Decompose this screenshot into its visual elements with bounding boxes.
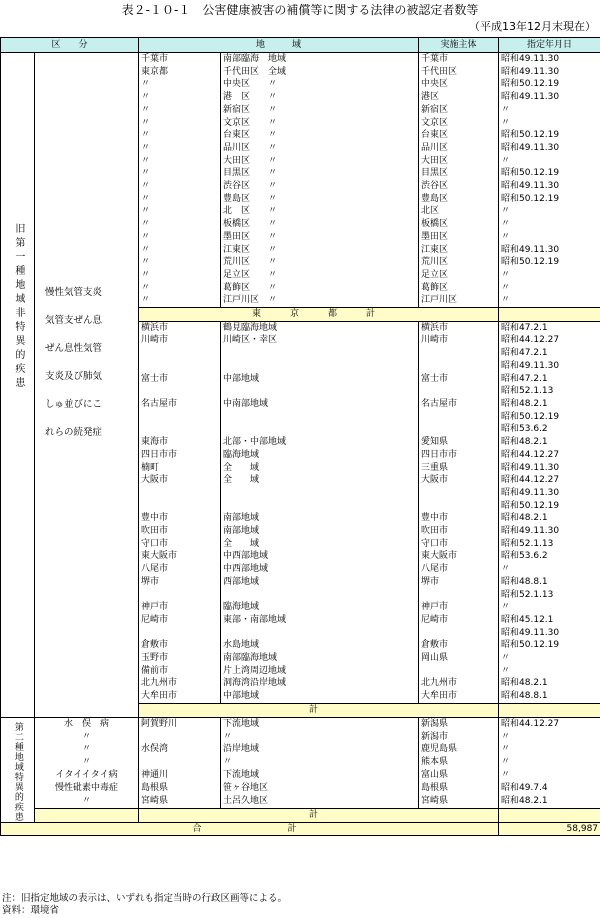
table-row <box>1 717 600 730</box>
implementer-cell <box>419 385 499 398</box>
date-cell: 昭和49.11.30 <box>499 462 600 475</box>
city-cell: 北九州市 <box>139 677 221 690</box>
area-cell: 中部地域 <box>221 373 419 386</box>
grand-total-label: 合 計 <box>1 822 499 836</box>
implementer-cell: 愛知県 <box>419 436 499 449</box>
disease-line: しゅ並びにこ <box>45 399 103 410</box>
date-cell: 〃 <box>499 652 600 665</box>
implementer-cell: 堺市 <box>419 576 499 589</box>
city-cell: 守口市 <box>139 538 221 551</box>
date-cell: 昭和53.6.2 <box>499 423 600 436</box>
implementer-cell <box>419 347 499 360</box>
area-cell: 足立区 〃 <box>221 269 419 282</box>
area-cell: 土呂久地区 <box>221 795 419 808</box>
disease-cell: 〃 <box>35 795 139 808</box>
city-cell <box>139 487 221 500</box>
date-cell: 昭和49.11.30 <box>499 53 600 66</box>
city-cell: 水俣湾 <box>139 743 221 756</box>
area-cell: 千代田区 全域 <box>221 66 419 79</box>
implementer-cell: 墨田区 <box>419 231 499 244</box>
section2-total-blank <box>35 808 139 822</box>
city-cell: 〃 <box>139 269 221 282</box>
city-cell <box>139 500 221 513</box>
date-cell: 昭和48.2.1 <box>499 795 600 808</box>
implementer-cell: 神戸市 <box>419 601 499 614</box>
table-body <box>1 53 600 836</box>
implementer-cell <box>419 627 499 640</box>
date-cell: 〃 <box>499 282 600 295</box>
implementer-cell: 吹田市 <box>419 525 499 538</box>
area-cell: 北 区 〃 <box>221 205 419 218</box>
city-cell: 楠町 <box>139 462 221 475</box>
implementer-cell: 北九州市 <box>419 677 499 690</box>
date-cell: 昭和44.12.27 <box>499 474 600 487</box>
implementer-cell: 東大阪市 <box>419 550 499 563</box>
area-cell: 港 区 〃 <box>221 91 419 104</box>
implementer-cell: 岡山県 <box>419 652 499 665</box>
date-cell: 〃 <box>499 756 600 769</box>
implementer-cell: 台東区 <box>419 129 499 142</box>
city-cell: 神戸市 <box>139 601 221 614</box>
city-cell: 〃 <box>139 142 221 155</box>
area-cell: 西部地域 <box>221 576 419 589</box>
date-cell: 昭和50.12.19 <box>499 500 600 513</box>
implementer-cell: 葛飾区 <box>419 282 499 295</box>
area-cell: 水島地域 <box>221 639 419 652</box>
implementer-cell: 渋谷区 <box>419 180 499 193</box>
date-cell: 〃 <box>499 601 600 614</box>
date-cell: 昭和49.11.30 <box>499 525 600 538</box>
area-cell: 臨海地域 <box>221 449 419 462</box>
area-cell: 江戸川区 〃 <box>221 294 419 307</box>
city-cell: 千葉市 <box>139 53 221 66</box>
area-cell: 江東区 〃 <box>221 244 419 257</box>
implementer-cell: 大田区 <box>419 155 499 168</box>
city-cell <box>139 411 221 424</box>
date-cell: 昭和49.7.4 <box>499 782 600 795</box>
tokyo-total-label: 東 京 都 計 <box>139 308 499 322</box>
city-cell <box>139 627 221 640</box>
implementer-cell: 名古屋市 <box>419 398 499 411</box>
area-cell: 中西部地域 <box>221 563 419 576</box>
city-cell: 〃 <box>139 205 221 218</box>
date-cell: 昭和47.2.1 <box>499 347 600 360</box>
date-cell: 〃 <box>499 294 600 307</box>
category-2-vertical-text: 第二種地域特異的疾患 <box>12 721 23 822</box>
disease-cell: 〃 <box>35 743 139 756</box>
disease-line: れらの続発症 <box>45 427 103 438</box>
area-cell <box>221 500 419 513</box>
city-cell: 大阪市 <box>139 474 221 487</box>
category-1-label <box>1 53 35 718</box>
city-cell: 〃 <box>139 244 221 257</box>
section1-total-blank <box>499 703 600 717</box>
date-cell: 昭和48.8.1 <box>499 690 600 703</box>
disease-line: 気管支ぜん息 <box>45 315 103 326</box>
area-cell: 〃 <box>221 756 419 769</box>
implementer-cell: 新潟市 <box>419 730 499 743</box>
implementer-cell: 三重県 <box>419 462 499 475</box>
date-cell: 昭和52.1.13 <box>499 385 600 398</box>
table-header-row <box>1 38 600 53</box>
header-implementer: 実施主体 <box>419 38 499 53</box>
implementer-cell: 江戸川区 <box>419 294 499 307</box>
area-cell: 新宿区 〃 <box>221 104 419 117</box>
table-notes <box>2 893 287 916</box>
disease-label <box>35 53 139 718</box>
date-cell: 昭和48.8.1 <box>499 576 600 589</box>
implementer-cell: 豊島区 <box>419 193 499 206</box>
area-cell <box>221 411 419 424</box>
city-cell <box>139 360 221 373</box>
implementer-cell: 八尾市 <box>419 563 499 576</box>
implementer-cell: 宮崎県 <box>419 795 499 808</box>
date-cell: 〃 <box>499 743 600 756</box>
city-cell: 東海市 <box>139 436 221 449</box>
disease-line: 慢性気管支炎 <box>45 287 103 298</box>
area-cell: 中西部地域 <box>221 550 419 563</box>
implementer-cell: 富山県 <box>419 769 499 782</box>
area-cell: 川崎区・幸区 <box>221 334 419 347</box>
area-cell: 品川区 〃 <box>221 142 419 155</box>
header-category: 区 分 <box>1 38 139 53</box>
city-cell: 横浜市 <box>139 321 221 334</box>
date-cell: 昭和47.2.1 <box>499 373 600 386</box>
area-cell: 下流地域 <box>221 769 419 782</box>
city-cell: 島根県 <box>139 782 221 795</box>
date-cell: 昭和45.12.1 <box>499 614 600 627</box>
implementer-cell: 江東区 <box>419 244 499 257</box>
city-cell <box>139 756 221 769</box>
date-cell: 〃 <box>499 563 600 576</box>
area-cell: 目黒区 〃 <box>221 167 419 180</box>
date-cell: 〃 <box>499 231 600 244</box>
tokyo-total-blank <box>499 308 600 322</box>
city-cell: 東京都 <box>139 66 221 79</box>
area-cell: 文京区 〃 <box>221 117 419 130</box>
disease-line: ぜん息性気管 <box>45 343 103 354</box>
date-cell: 昭和48.2.1 <box>499 677 600 690</box>
date-cell: 〃 <box>499 769 600 782</box>
category-1-vertical-text: 旧第一種地域非特異的疾患 <box>12 223 24 391</box>
date-cell: 昭和50.12.19 <box>499 411 600 424</box>
disease-text-block <box>35 53 138 455</box>
implementer-cell: 熊本県 <box>419 756 499 769</box>
city-cell: 宮崎県 <box>139 795 221 808</box>
implementer-cell: 川崎市 <box>419 334 499 347</box>
date-cell: 昭和52.1.13 <box>499 589 600 602</box>
area-cell: 渋谷区 〃 <box>221 180 419 193</box>
date-cell: 昭和44.12.27 <box>499 334 600 347</box>
category-2-label <box>1 717 35 822</box>
section2-total-blank2 <box>499 808 600 822</box>
area-cell: 片上湾周辺地域 <box>221 665 419 678</box>
header-area: 地 域 <box>139 38 419 53</box>
date-cell: 〃 <box>499 665 600 678</box>
table-title: 表２-１０-１ 公害健康被害の補償等に関する法律の被認定者数等 <box>121 3 479 17</box>
area-cell: 洞海湾沿岸地域 <box>221 677 419 690</box>
city-cell: 倉敷市 <box>139 639 221 652</box>
city-cell: 〃 <box>139 282 221 295</box>
implementer-cell <box>419 500 499 513</box>
table-row <box>1 730 600 743</box>
table-row <box>1 756 600 769</box>
date-cell: 昭和50.12.19 <box>499 193 600 206</box>
city-cell: 東大阪市 <box>139 550 221 563</box>
implementer-cell: 荒川区 <box>419 256 499 269</box>
implementer-cell <box>419 665 499 678</box>
implementer-cell: 足立区 <box>419 269 499 282</box>
implementer-cell <box>419 589 499 602</box>
area-cell: 東部・南部地域 <box>221 614 419 627</box>
area-cell: 下流地域 <box>221 717 419 730</box>
area-cell: 葛飾区 〃 <box>221 282 419 295</box>
area-cell: 沿岸地域 <box>221 743 419 756</box>
city-cell: 尼崎市 <box>139 614 221 627</box>
area-cell: 荒川区 〃 <box>221 256 419 269</box>
table-row <box>1 769 600 782</box>
date-cell: 昭和49.11.30 <box>499 244 600 257</box>
area-cell: 中央区 〃 <box>221 78 419 91</box>
header-designation-date: 指定年月日 <box>499 38 600 53</box>
city-cell: 〃 <box>139 218 221 231</box>
city-cell: 吹田市 <box>139 525 221 538</box>
table-row <box>1 795 600 808</box>
date-cell: 昭和44.12.27 <box>499 449 600 462</box>
city-cell: 〃 <box>139 104 221 117</box>
date-cell: 昭和49.11.30 <box>499 91 600 104</box>
implementer-cell: 富士市 <box>419 373 499 386</box>
date-cell: 昭和49.11.30 <box>499 180 600 193</box>
table-row <box>1 782 600 795</box>
city-cell: 豊中市 <box>139 512 221 525</box>
table-row <box>1 743 600 756</box>
implementer-cell: 港区 <box>419 91 499 104</box>
implementer-cell <box>419 360 499 373</box>
city-cell: 八尾市 <box>139 563 221 576</box>
city-cell: 神通川 <box>139 769 221 782</box>
date-cell: 昭和49.11.30 <box>499 487 600 500</box>
date-cell: 昭和52.1.13 <box>499 538 600 551</box>
area-cell <box>221 589 419 602</box>
city-cell: 大牟田市 <box>139 690 221 703</box>
city-cell <box>139 385 221 398</box>
table-row <box>1 53 600 66</box>
city-cell: 〃 <box>139 78 221 91</box>
area-cell: 豊島区 〃 <box>221 193 419 206</box>
note-line: 注：旧指定地域の表示は、いずれも指定当時の行政区画等による。 <box>2 893 288 904</box>
city-cell: 富士市 <box>139 373 221 386</box>
date-cell: 昭和49.11.30 <box>499 627 600 640</box>
implementer-cell: 鹿児島県 <box>419 743 499 756</box>
city-cell: 四日市市 <box>139 449 221 462</box>
area-cell: 台東区 〃 <box>221 129 419 142</box>
date-cell: 〃 <box>499 155 600 168</box>
area-cell: 全 域 <box>221 538 419 551</box>
section2-total-label: 計 <box>139 808 499 822</box>
city-cell: 備前市 <box>139 665 221 678</box>
implementer-cell: 中央区 <box>419 78 499 91</box>
area-cell <box>221 423 419 436</box>
city-cell: 〃 <box>139 155 221 168</box>
area-cell: 南部地域 <box>221 512 419 525</box>
date-cell: 〃 <box>499 104 600 117</box>
area-cell <box>221 385 419 398</box>
disease-cell: イタイイタイ病 <box>35 769 139 782</box>
area-cell <box>221 347 419 360</box>
city-cell: 〃 <box>139 256 221 269</box>
implementer-cell <box>419 487 499 500</box>
date-cell: 昭和48.2.1 <box>499 398 600 411</box>
city-cell: 〃 <box>139 91 221 104</box>
area-cell: 全 域 <box>221 474 419 487</box>
date-cell: 昭和50.12.19 <box>499 78 600 91</box>
city-cell: 〃 <box>139 129 221 142</box>
date-cell: 昭和44.12.27 <box>499 717 600 730</box>
disease-cell: 〃 <box>35 756 139 769</box>
implementer-cell: 島根県 <box>419 782 499 795</box>
city-cell: 玉野市 <box>139 652 221 665</box>
implementer-cell: 豊中市 <box>419 512 499 525</box>
area-cell: 全 域 <box>221 462 419 475</box>
city-cell: 〃 <box>139 294 221 307</box>
section2-total-row <box>1 808 600 822</box>
city-cell: 川崎市 <box>139 334 221 347</box>
date-cell: 昭和53.6.2 <box>499 550 600 563</box>
city-cell: 名古屋市 <box>139 398 221 411</box>
area-cell: 中南部地域 <box>221 398 419 411</box>
date-cell: 昭和50.12.19 <box>499 129 600 142</box>
city-cell: 〃 <box>139 117 221 130</box>
source-line: 資料：環境省 <box>2 904 60 916</box>
area-cell: 墨田区 〃 <box>221 231 419 244</box>
area-cell: 北部・中部地域 <box>221 436 419 449</box>
area-cell <box>221 360 419 373</box>
area-cell: 中部地域 <box>221 690 419 703</box>
city-cell: 阿賀野川 <box>139 717 221 730</box>
date-cell: 昭和50.12.19 <box>499 256 600 269</box>
area-cell: 〃 <box>221 730 419 743</box>
date-cell: 昭和48.2.1 <box>499 436 600 449</box>
disease-cell: 慢性砒素中毒症 <box>35 782 139 795</box>
city-cell: 〃 <box>139 167 221 180</box>
implementer-cell: 目黒区 <box>419 167 499 180</box>
area-cell: 南部臨海 地域 <box>221 53 419 66</box>
date-cell: 昭和50.12.19 <box>499 639 600 652</box>
area-cell: 大田区 〃 <box>221 155 419 168</box>
implementer-cell: 大阪市 <box>419 474 499 487</box>
disease-cell: 〃 <box>35 730 139 743</box>
implementer-cell: 倉敷市 <box>419 639 499 652</box>
date-cell: 昭和47.2.1 <box>499 321 600 334</box>
area-cell: 臨海地域 <box>221 601 419 614</box>
city-cell: 〃 <box>139 180 221 193</box>
implementer-cell <box>419 411 499 424</box>
implementer-cell: 千代田区 <box>419 66 499 79</box>
implementer-cell: 尼崎市 <box>419 614 499 627</box>
implementer-cell: 新宿区 <box>419 104 499 117</box>
disease-cell: 水 俣 病 <box>35 717 139 730</box>
area-cell <box>221 487 419 500</box>
city-cell <box>139 730 221 743</box>
city-cell: 堺市 <box>139 576 221 589</box>
certified-patients-table <box>0 37 600 836</box>
date-cell: 昭和49.11.30 <box>499 360 600 373</box>
city-cell: 〃 <box>139 193 221 206</box>
date-cell: 昭和49.11.30 <box>499 142 600 155</box>
grand-total-row <box>1 822 600 836</box>
city-cell <box>139 589 221 602</box>
implementer-cell <box>419 423 499 436</box>
area-cell <box>221 627 419 640</box>
grand-total-value: 58,987 <box>499 822 600 836</box>
implementer-cell: 千葉市 <box>419 53 499 66</box>
area-cell: 南部地域 <box>221 525 419 538</box>
implementer-cell: 大牟田市 <box>419 690 499 703</box>
date-cell: 昭和50.12.19 <box>499 167 600 180</box>
as-of-date: （平成13年12月末現在） <box>469 20 596 33</box>
date-cell: 〃 <box>499 218 600 231</box>
section1-total-label: 計 <box>139 703 499 717</box>
date-cell: 昭和49.11.30 <box>499 66 600 79</box>
city-cell <box>139 347 221 360</box>
disease-line: 支炎及び肺気 <box>45 371 103 382</box>
implementer-cell: 四日市市 <box>419 449 499 462</box>
date-cell: 〃 <box>499 269 600 282</box>
area-cell: 笹ヶ谷地区 <box>221 782 419 795</box>
date-cell: 〃 <box>499 117 600 130</box>
area-cell: 鶴見臨海地域 <box>221 321 419 334</box>
area-cell: 板橋区 〃 <box>221 218 419 231</box>
implementer-cell: 横浜市 <box>419 321 499 334</box>
implementer-cell: 北区 <box>419 205 499 218</box>
implementer-cell: 品川区 <box>419 142 499 155</box>
city-cell: 〃 <box>139 231 221 244</box>
implementer-cell: 新潟県 <box>419 717 499 730</box>
city-cell <box>139 423 221 436</box>
date-cell: 〃 <box>499 730 600 743</box>
implementer-cell: 板橋区 <box>419 218 499 231</box>
date-cell: 昭和48.2.1 <box>499 512 600 525</box>
date-cell: 〃 <box>499 205 600 218</box>
implementer-cell: 文京区 <box>419 117 499 130</box>
implementer-cell: 守口市 <box>419 538 499 551</box>
area-cell: 南部臨海地域 <box>221 652 419 665</box>
